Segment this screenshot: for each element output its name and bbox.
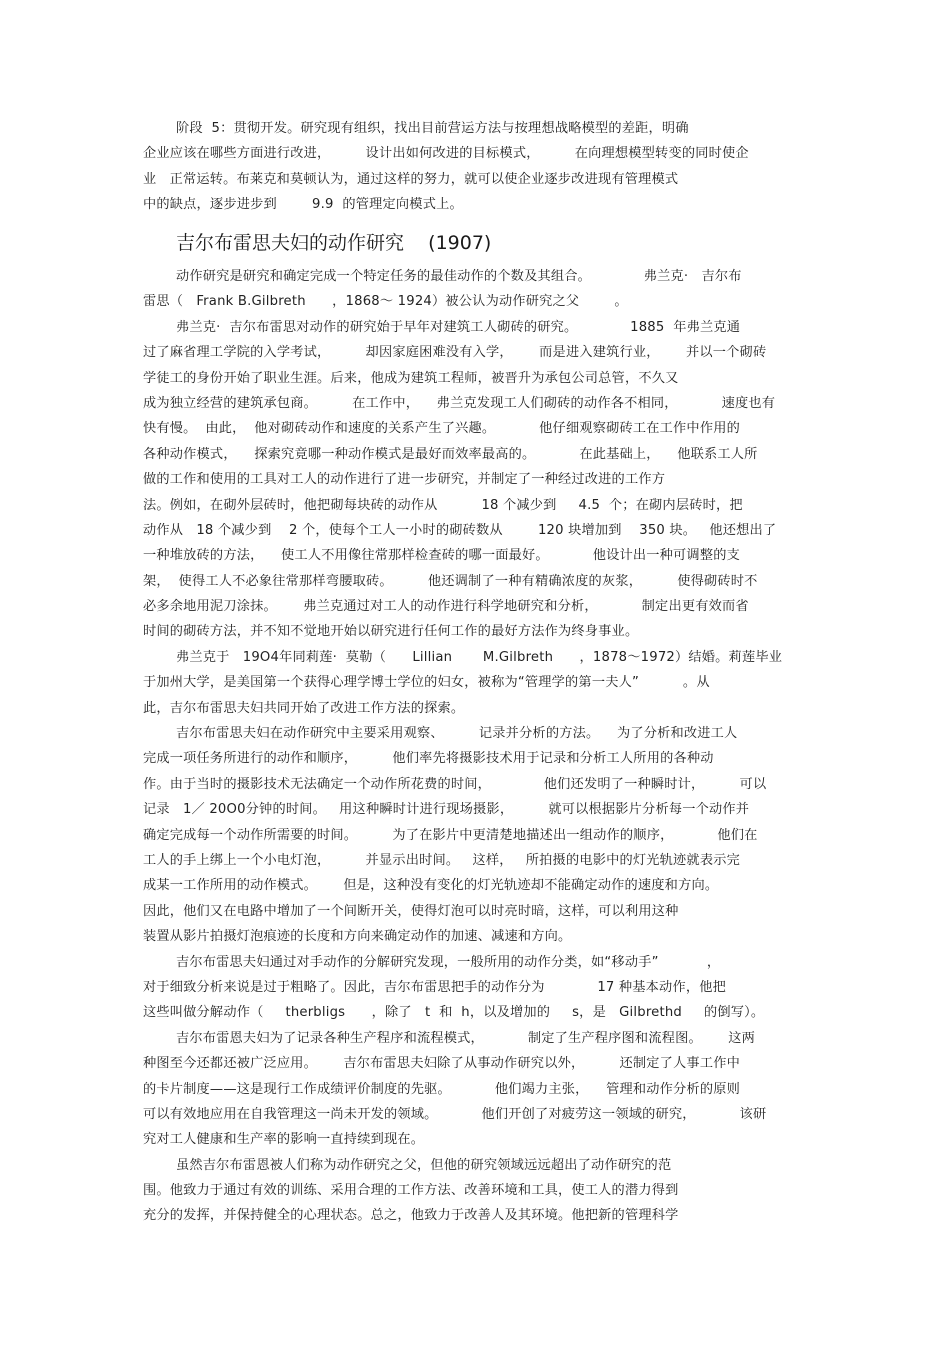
intro-line: 中的缺点，逐步进步到 9.9 的管理定向模式上。	[143, 197, 463, 213]
body-line: 的卡片制度——这是现行工作成绩评价制度的先驱。 他们竭力主张， 管理和动作分析的原则	[143, 1081, 740, 1097]
body-line: 做的工作和使用的工具对工人的动作进行了进一步研究，并制定了一种经过改进的工作方	[143, 472, 666, 488]
body-line: 学徒工的身份开始了职业生涯。后来，他成为建筑工程师，被晋升为承包公司总管，不久又	[143, 370, 679, 386]
section-heading: 吉尔布雷思夫妇的动作研究 (1907)	[176, 232, 492, 254]
body-line: 弗兰克于 19O4年同莉莲· 莫勒（ Lillian M.Gilbreth ，1878～1972）结婚。莉莲毕业	[176, 649, 783, 665]
body-line: 时间的砌砖方法，并不知不觉地开始以研究进行任何工作的最好方法作为终身事业。	[143, 624, 639, 640]
body-line: 必多余地用泥刀涂抹。 弗兰克通过对工人的动作进行科学地研究和分析， 制定出更有效而省	[143, 599, 749, 615]
body-line: 种图至今还都还被广泛应用。 吉尔布雷思夫妇除了从事动作研究以外， 还制定了人事工作中	[143, 1056, 740, 1072]
body-line: 装置从影片拍摄灯泡痕迹的长度和方向来确定动作的加速、减速和方向。	[143, 929, 572, 945]
body-line: 虽然吉尔布雷恩被人们称为动作研究之父，但他的研究领域远远超出了动作研究的范	[176, 1157, 672, 1173]
body-line: 快有慢。 由此， 他对砌砖动作和速度的关系产生了兴趣。 他仔细观察砌砖工在工作中作用的	[143, 421, 740, 437]
body-line: 因此，他们又在电路中增加了一个间断开关，使得灯泡可以时亮时暗，这样，可以利用这种	[143, 903, 679, 919]
body-line: 一种堆放砖的方法， 使工人不用像往常那样检查砖的哪一面最好。 他设计出一种可调整的支	[143, 548, 740, 564]
body-line: 动作研究是研究和确定完成一个特定任务的最佳动作的个数及其组合。 弗兰克· 吉尔布	[176, 269, 742, 284]
body-line: 究对工人健康和生产率的影响一直持续到现在。	[143, 1132, 425, 1148]
body-line: 完成一项任务所进行的动作和顺序， 他们率先将摄影技术用于记录和分析工人所用的各种动	[143, 751, 714, 767]
intro-line: 业 正常运转。布莱克和莫顿认为，通过这样的努力，就可以使企业逐步改进现有管理模式	[143, 171, 679, 187]
body-line: 工人的手上绑上一个小电灯泡， 并显示出时间。 这样， 所拍摄的电影中的灯光轨迹就表示完	[143, 852, 740, 868]
intro-line: 企业应该在哪些方面进行改进， 设计出如何改进的目标模式， 在向理想模型转变的同时使企	[143, 146, 749, 162]
body-line: 记录 1／ 20O0分钟的时间。 用这种瞬时计进行现场摄影， 就可以根据影片分析每一个动作并	[143, 802, 750, 818]
body-line: 吉尔布雷思夫妇在动作研究中主要采用观察、 记录并分析的方法。 为了分析和改进工人	[176, 726, 738, 742]
body-line: 弗兰克· 吉尔布雷思对动作的研究始于早年对建筑工人砌砖的研究。 1885 年弗兰克通	[176, 319, 741, 335]
body-line: 架， 使得工人不必象往常那样弯腰取砖。 他还调制了一种有精确浓度的灰浆， 使得砌砖时不	[143, 573, 758, 589]
body-line: 吉尔布雷恩夫妇为了记录各种生产程序和流程模式， 制定了生产程序图和流程图。 这两	[176, 1030, 755, 1046]
body-line: 对于细致分析来说是过于粗略了。因此，吉尔布雷思把手的动作分为 17 种基本动作，他把	[143, 979, 726, 995]
body-section	[143, 264, 808, 1229]
body-line: 雷思（ Frank B.Gilbreth ，1868～ 1924）被公认为动作研究之父 。	[143, 294, 628, 310]
body-line: 作。由于当时的摄影技术无法确定一个动作所花费的时间， 他们还发明了一种瞬时计， 可以	[143, 776, 767, 792]
body-line: 法。例如，在砌外层砖时，他把砌每块砖的动作从 18 个减少到 4.5 个；在砌内层砖时，把	[143, 497, 743, 513]
body-line: 过了麻省理工学院的入学考试， 却因家庭困难没有入学， 而是进入建筑行业， 并以一个砌砖	[143, 345, 767, 361]
body-line: 可以有效地应用在自我管理这一尚未开发的领域。 他们开创了对疲劳这一领域的研究， 该研	[143, 1106, 767, 1122]
body-line: 各种动作模式， 探索究竟哪一种动作模式是最好而效率最高的。 在此基础上， 他联系工人所	[143, 446, 758, 462]
body-line: 动作从 18 个减少到 2 个，使每个工人一小时的砌砖数从 120 块增加到 350 块。 他还想出了	[143, 522, 777, 538]
body-line: 这些叫做分解动作（ therbligs ，除了 t 和 h，以及增加的 s，是 Gilbrethd 的倒写）。	[143, 1005, 765, 1021]
body-line: 吉尔布雷思夫妇通过对手动作的分解研究发现，一般所用的动作分类，如“移动手” ，	[176, 954, 721, 970]
body-line: 确定完成每一个动作所需要的时间。 为了在影片中更清楚地描述出一组动作的顺序， 他们在	[143, 827, 758, 843]
body-line: 此，吉尔布雷思夫妇共同开始了改进工作方法的探索。	[143, 700, 465, 716]
body-line: 成为独立经营的建筑承包商。 在工作中， 弗兰克发现工人们砌砖的动作各不相同， 速度也有	[143, 395, 776, 411]
body-line: 于加州大学，是美国第一个获得心理学博士学位的妇女，被称为“管理学的第一夫人” 。从	[143, 675, 710, 691]
body-line: 成某一工作所用的动作模式。 但是，这种没有变化的灯光轨迹却不能确定动作的速度和方向。	[143, 878, 719, 894]
intro-line: 阶段 5：贯彻开发。研究现有组织，找出目前营运方法与按理想战略模型的差距，明确	[176, 121, 689, 136]
body-line: 围。他致力于通过有效的训练、采用合理的工作方法、改善环境和工具，使工人的潜力得到	[143, 1183, 679, 1199]
body-line: 充分的发挥，并保持健全的心理状态。总之，他致力于改善人及其环境。他把新的管理科学	[143, 1208, 679, 1224]
intro-section	[143, 116, 808, 218]
